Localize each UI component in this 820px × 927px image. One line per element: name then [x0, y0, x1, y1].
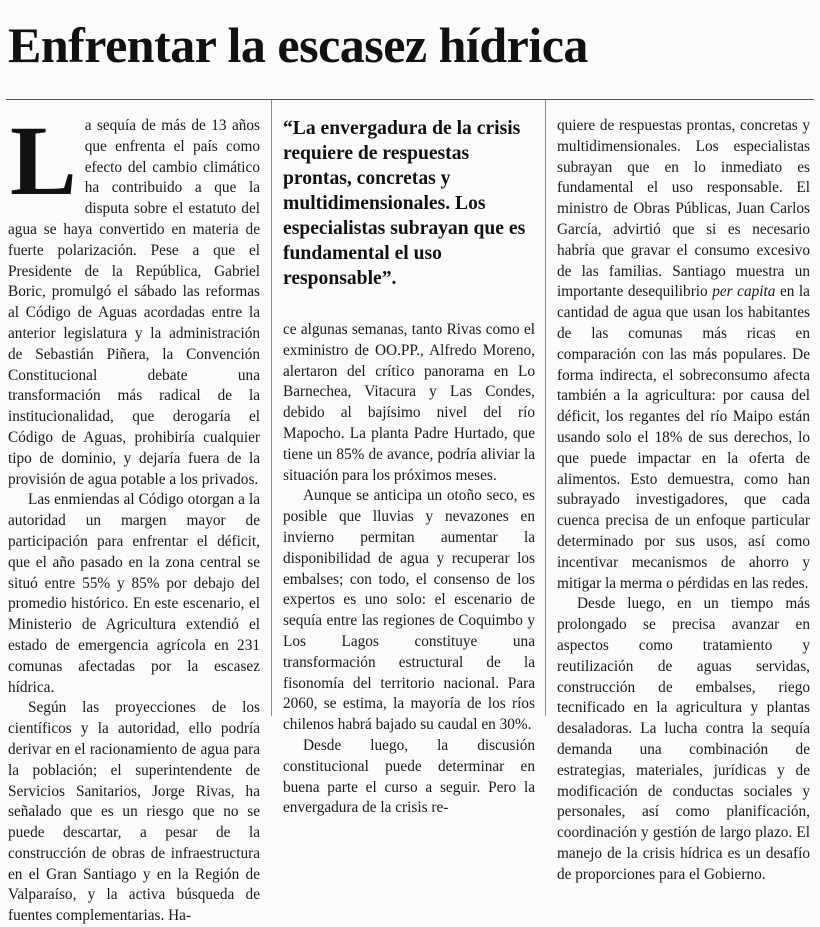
- pull-quote: “La envergadura de la crisis requiere de respuestas prontas, concretas y multidimensionales. Los especialistas subrayan que es fundamental el uso responsable”.: [283, 118, 526, 289]
- per-capita-italic: per capita: [712, 283, 776, 301]
- col2-paragraph-2: Aunque se anticipa un otoño seco, es posible que lluvias y nevazones en invierno permitan aumentar la disponibilidad de agua y recuperar los embalses; con todo, el consenso de los expertos es uno solo: el escenario de sequía entre las regiones de Coquimbo y Los Lagos constituye una transformación estructural de la fisonomía del territorio nacional. Para 2060, se estima, la mayoría de los ríos chilenos habrá bajado su caudal en 30%.: [283, 487, 535, 734]
- col3-paragraph-2: Desde luego, en un tiempo más prolongado se precisa avanzar en aspectos como tratamiento y reutilización de aguas servidas, construcción de embalses, riego tecnificado en la agricultura y plantas desaladoras. La lucha contra la sequía demanda una combinación de estrategias, materiales, jurídicas y de modificación de conductas sociales y personales, así como planificación, coordinación y gestión de largo plazo. El manejo de la crisis hídrica es un desafío de proporciones para el Gobierno.: [557, 595, 810, 883]
- headline: Enfrentar la escasez hídrica: [8, 17, 588, 73]
- col1-paragraph-1: a sequía de más de 13 años que enfrenta el país como efecto del cambio climático ha contribuido a que la disputa sobre el estatuto del agua se haya convertido en materia de fuerte polarización. Pese a que el Presidente de la República, Gabriel Boric, promulgó el sábado las reformas al Código de Aguas acordadas entre la anterior legislatura y la administración de Sebastián Piñera, la Convención Constitucional debate una transformación más radical de la institucionalidad, que derogaría el Código de Aguas, prohibiría cualquier tipo de dominio, y dejaría fuera de la provisión de agua potable a los privados.: [8, 117, 260, 488]
- col2-paragraph-3: Desde luego, la discusión constitucional puede determinar en buena parte el curso a seguir. Pero la envergadura de la crisis re-: [283, 736, 535, 817]
- col3-paragraph-1-part-a: quiere de respuestas prontas, concretas y multidimensionales. Los especialistas subrayan que en lo inmediato es fundamental el uso responsable. El ministro de Obras Públicas, Juan Carlos García, advirtió que si es necesario habría que gravar el consumo excesivo de las familias. Santiago muestra un importante desequilibrio: [557, 117, 810, 301]
- drop-cap: L: [10, 105, 77, 216]
- col2-paragraph-1: ce algunas semanas, tanto Rivas como el exministro de OO.PP., Alfredo Moreno, alertaron del crítico panorama en Lo Barnechea, Vitacura y Las Condes, debido al bajísimo nivel del río Mapocho. La planta Padre Hurtado, que tiene un 85% de avance, podría aliviar la situación para los próximos meses.: [283, 321, 535, 484]
- column-2: [283, 320, 535, 819]
- column-divider-1: [271, 100, 272, 716]
- column-divider-2: [545, 100, 546, 716]
- col1-paragraph-3: Según las proyecciones de los científicos y la autoridad, ello podría derivar en el racionamiento de agua para la población; el superintendente de Servicios Sanitarios, Jorge Rivas, ha señalado que es un riesgo que no se puede descartar, a pesar de la construcción de obras de infraestructura en el Gran Santiago y en la Región de Valparaíso, y la activa búsqueda de fuentes complementarias. Ha-: [8, 699, 260, 925]
- headline-rule: [6, 99, 814, 100]
- column-3: [557, 116, 810, 885]
- col1-paragraph-2: Las enmiendas al Código otorgan a la autoridad un margen mayor de participación para enfrentar el déficit, que el año pasado en la zona central se situó entre 55% y 85% por debajo del promedio histórico. En este escenario, el Ministerio de Agricultura extendió el estado de emergencia agrícola en 231 comunas afectadas por la escasez hídrica.: [8, 491, 260, 696]
- column-1: [8, 105, 260, 927]
- col3-paragraph-1-part-b: en la cantidad de agua que usan los habitantes de las comunas más ricas en comparación con las más populares. De forma indirecta, el sobreconsumo afecta también a la agricultura: por causa del déficit, los regantes del río Maipo están usando solo el 18% de sus derechos, lo que puede impactar en la oferta de alimentos. Esto demuestra, como han subrayado investigadores, que cada cuenca precisa de un enfoque particular determinado por sus usos, así como incentivar mecanismos de ahorro y mitigar la merma o pérdidas en las redes.: [557, 283, 810, 592]
- col3-paragraph-1: [557, 116, 810, 594]
